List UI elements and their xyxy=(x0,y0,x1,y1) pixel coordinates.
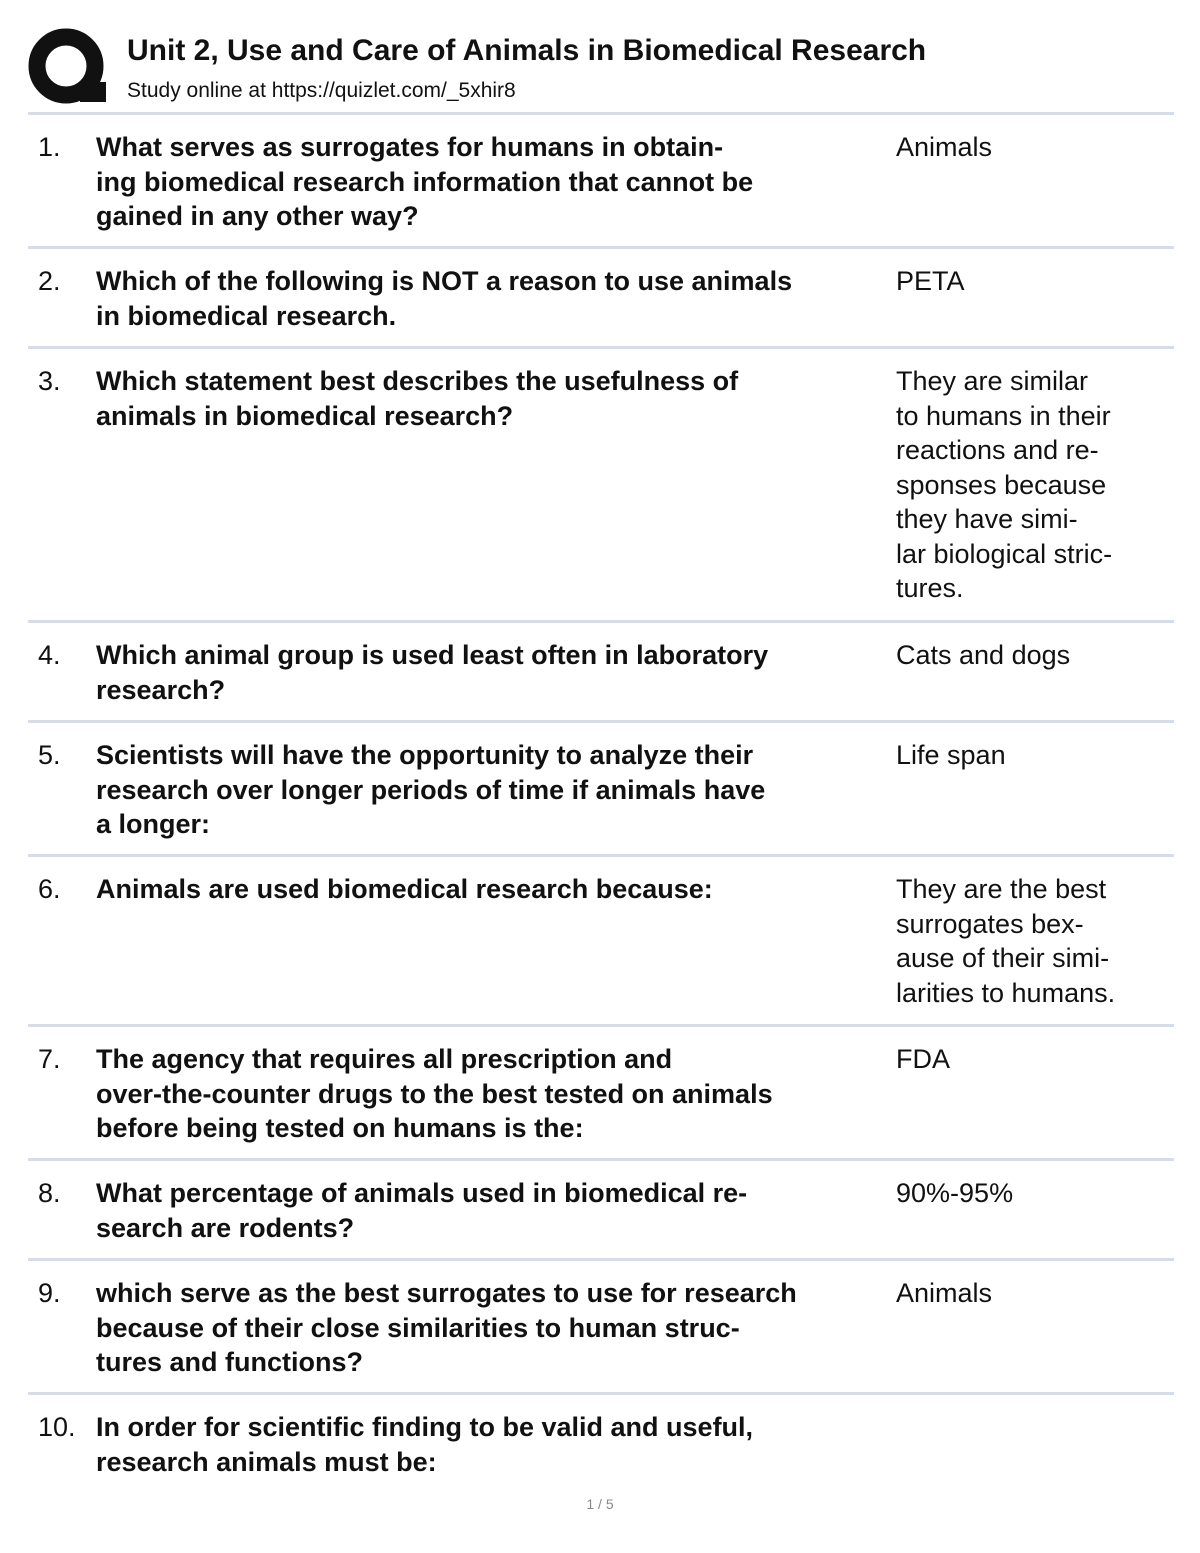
card-number: 2. xyxy=(38,266,61,296)
card-number: 9. xyxy=(38,1278,61,1308)
card-term: Scientists will have the opportunity to analyze their research over longer periods of time if animals have a longer: xyxy=(96,740,766,839)
card-number: 8. xyxy=(38,1178,61,1208)
card-number: 7. xyxy=(38,1044,61,1074)
study-link: Study online at https://quizlet.com/_5xhir8 xyxy=(127,79,516,102)
card-number: 6. xyxy=(38,874,61,904)
card-term: In order for scientific finding to be valid and useful, research animals must be: xyxy=(96,1412,754,1477)
card-definition: Animals xyxy=(896,132,993,162)
flashcard-list xyxy=(28,112,1174,1492)
card-number: 5. xyxy=(38,740,61,770)
card-number: 4. xyxy=(38,640,61,670)
card-term: What percentage of animals used in biomedical re- search are rodents? xyxy=(96,1178,748,1243)
card-term: Which of the following is NOT a reason to use animals in biomedical research. xyxy=(96,266,793,331)
card-term: Which statement best describes the usefulness of animals in biomedical research? xyxy=(96,366,739,431)
card-row xyxy=(28,1392,1174,1492)
card-number: 1. xyxy=(38,132,61,162)
card-definition: Cats and dogs xyxy=(896,640,1071,670)
card-definition: 90%-95% xyxy=(896,1178,1014,1208)
card-term: Which animal group is used least often in laboratory research? xyxy=(96,640,769,705)
card-row xyxy=(28,246,1174,346)
card-term: Animals are used biomedical research because: xyxy=(96,874,713,904)
card-definition: FDA xyxy=(896,1044,950,1074)
card-number: 10. xyxy=(38,1412,76,1442)
card-row xyxy=(28,720,1174,854)
card-row xyxy=(28,620,1174,720)
card-row xyxy=(28,346,1174,620)
page-title: Unit 2, Use and Care of Animals in Biomedical Research xyxy=(127,34,927,67)
card-definition: Animals xyxy=(896,1278,993,1308)
card-term: What serves as surrogates for humans in obtain- ing biomedical research information that cannot be gained in any other way? xyxy=(96,132,754,231)
page-number: 1 / 5 xyxy=(586,1496,614,1512)
card-row xyxy=(28,1158,1174,1258)
card-row xyxy=(28,112,1174,246)
card-term: which serve as the best surrogates to use for research because of their close similarities to human struc- tures and functions? xyxy=(96,1278,797,1377)
card-number: 3. xyxy=(38,366,61,396)
card-definition: They are similar to humans in their reactions and re- sponses because they have simi- lar biological stric- tures. xyxy=(896,366,1113,603)
quizlet-q-logo-icon xyxy=(28,28,108,108)
card-row xyxy=(28,1024,1174,1158)
card-definition: Life span xyxy=(896,740,1006,770)
card-row xyxy=(28,1258,1174,1392)
card-row xyxy=(28,854,1174,1024)
card-term: The agency that requires all prescription and over-the-counter drugs to the best tested on animals before being tested on humans is the: xyxy=(96,1044,773,1143)
card-definition: PETA xyxy=(896,266,965,296)
card-definition: They are the best surrogates bex- ause of their simi- larities to humans. xyxy=(896,874,1116,1008)
